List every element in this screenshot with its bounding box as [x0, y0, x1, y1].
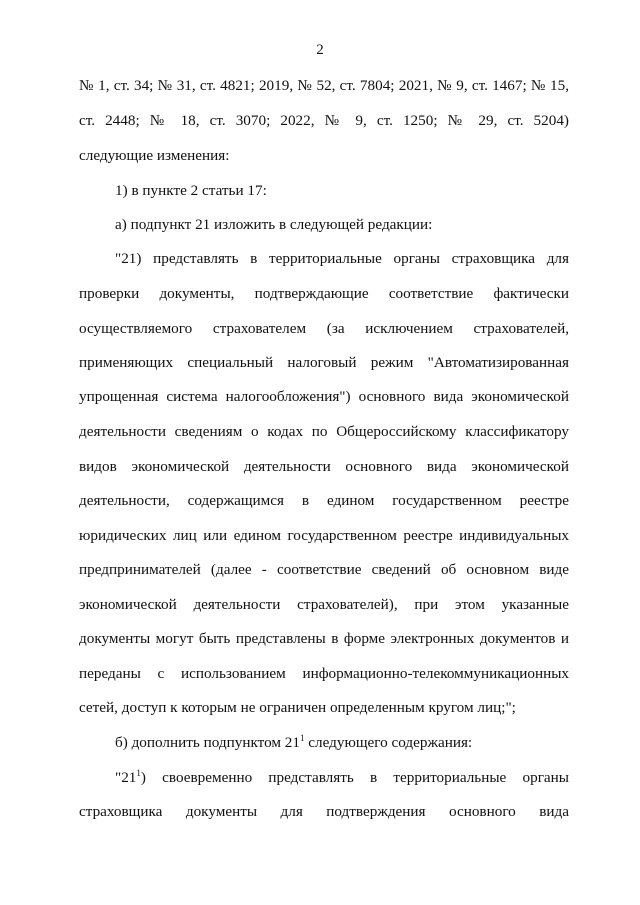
text-line: деятельности, содержащимся в едином государственном реестре — [79, 492, 569, 509]
clause-text: ) своевременно представлять в территориальные органы — [140, 769, 569, 786]
clause-number: "21 — [115, 769, 137, 786]
text-line: следующие изменения: — [79, 147, 230, 164]
superscript: 1 — [300, 732, 305, 743]
text-line: документы могут быть представлены в форме электронных документов и — [79, 630, 569, 647]
text-line — [115, 767, 569, 789]
text-line: № 1, ст. 34; № 31, ст. 4821; 2019, № 52, ст. 7804; 2021, № 9, ст. 1467; № 15, — [79, 77, 569, 94]
text-line: сетей, доступ к которым не ограничен определенным кругом лиц;"; — [79, 699, 516, 716]
page-number: 2 — [316, 42, 324, 58]
text-line: предпринимателей (далее - соответствие сведений об основном виде — [79, 561, 569, 578]
text-line: "21) представлять в территориальные органы страховщика для — [115, 250, 569, 267]
text-line: деятельности сведениям о кодах по Общероссийскому классификатору — [79, 423, 569, 440]
text-line: осуществляемого страхователем (за исключением страхователей, — [79, 320, 569, 337]
text-line: страховщика документы для подтверждения основного вида — [79, 803, 569, 820]
subitem-text: б) дополнить подпунктом 21 — [115, 734, 300, 751]
text-line: экономической деятельности страхователей), при этом указанные — [79, 596, 569, 613]
text-line: ст. 2448; № 18, ст. 3070; 2022, № 9, ст. 1250; № 29, ст. 5204) — [79, 112, 569, 129]
text-line: упрощенная система налогообложения") основного вида экономической — [79, 388, 569, 405]
text-line: юридических лиц или едином государственном реестре индивидуальных — [79, 527, 569, 544]
subitem-heading: а) подпункт 21 изложить в следующей редакции: — [115, 216, 433, 233]
text-line: применяющих специальный налоговый режим "Автоматизированная — [79, 354, 569, 371]
text-line: видов экономической деятельности основного вида экономической — [79, 458, 569, 475]
subitem-text: следующего содержания: — [304, 734, 473, 751]
list-item-heading: 1) в пункте 2 статьи 17: — [115, 182, 267, 199]
subitem-heading — [115, 732, 569, 754]
superscript: 1 — [136, 767, 141, 778]
text-line: проверки документы, подтверждающие соответствие фактически — [79, 285, 569, 302]
text-line: переданы с использованием информационно-телекоммуникационных — [79, 665, 569, 682]
